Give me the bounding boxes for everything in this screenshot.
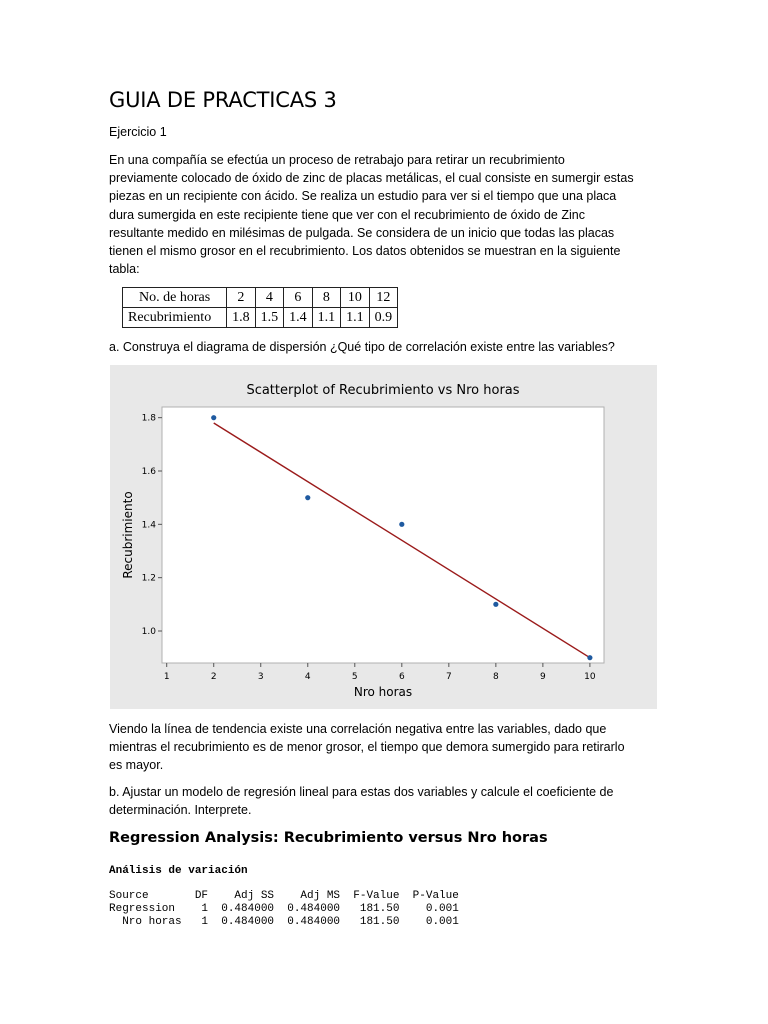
table-row <box>123 308 398 328</box>
x-tick-label: 10 <box>584 672 596 682</box>
exercise-heading: Ejercicio 1 <box>109 125 167 139</box>
data-point <box>493 602 498 607</box>
question-b-paragraph <box>109 783 649 819</box>
intro-line: resultante medido en milésimas de pulgada. Se considera de un inicio que todas las placas <box>109 225 615 240</box>
table-cell: 4 <box>255 288 284 308</box>
scatter-chart <box>110 365 657 709</box>
x-axis-label: Nro horas <box>353 685 413 699</box>
question-b-line: determinación. Interprete. <box>109 803 252 818</box>
table-cell: 1.1 <box>341 308 370 328</box>
data-table <box>122 287 398 328</box>
table-cell: 1.4 <box>284 308 313 328</box>
anova-row-regression: Regression 1 0.484000 0.484000 181.50 0.001 <box>109 903 459 915</box>
table-cell: 1.1 <box>312 308 341 328</box>
regression-title: Regression Analysis: Recubrimiento versus Nro horas <box>109 830 548 846</box>
chart-title: Scatterplot of Recubrimiento vs Nro horas <box>246 383 520 398</box>
y-tick-label: 1.6 <box>141 467 156 477</box>
data-point <box>587 655 592 660</box>
intro-paragraph <box>109 151 649 278</box>
x-tick-label: 7 <box>445 672 452 682</box>
x-tick-label: 9 <box>540 672 546 682</box>
table-cell: 6 <box>284 288 313 308</box>
data-point <box>211 415 216 420</box>
data-point <box>305 495 310 500</box>
y-tick-label: 1.0 <box>141 627 156 637</box>
table-cell: 8 <box>312 288 341 308</box>
anova-header: Source DF Adj SS Adj MS F-Value P-Value <box>109 890 459 902</box>
x-tick-label: 3 <box>257 672 264 682</box>
answer-a-paragraph <box>109 720 649 775</box>
x-tick-label: 8 <box>492 672 499 682</box>
y-axis-label: Recubrimiento <box>121 491 135 579</box>
intro-line: tabla: <box>109 262 140 277</box>
intro-line: En una compañía se efectúa un proceso de retrabajo para retirar un recubrimiento <box>109 153 565 167</box>
data-point <box>399 522 404 527</box>
intro-line: piezas en un recipiente con ácido. Se realiza un estudio para ver si el tiempo que una placa <box>109 189 617 204</box>
question-b-line: b. Ajustar un modelo de regresión lineal para estas dos variables y calcule el coeficiente de <box>109 785 614 799</box>
x-tick-label: 1 <box>163 672 170 682</box>
table-cell: 12 <box>369 288 398 308</box>
x-tick-label: 5 <box>351 672 358 682</box>
x-tick-label: 2 <box>210 672 217 682</box>
intro-line: dura sumergida en este recipiente tiene que ver con el recubrimiento de óxido de Zinc <box>109 207 585 222</box>
table-cell: 1.8 <box>227 308 256 328</box>
intro-line: tienen el mismo grosor en el recubrimiento. Los datos obtenidos se muestran en la siguiente <box>109 244 621 259</box>
table-row <box>123 288 398 308</box>
table-cell: No. de horas <box>123 288 227 308</box>
anova-title: Análisis de variación <box>109 865 248 877</box>
chart-svg <box>110 365 657 709</box>
intro-line: previamente colocado de óxido de zinc de placas metálicas, el cual consiste en sumergir estas <box>109 171 634 186</box>
x-axis-ticks <box>164 663 596 682</box>
y-tick-label: 1.4 <box>141 520 156 531</box>
table-cell: 2 <box>227 288 256 308</box>
table-cell: 0.9 <box>369 308 398 328</box>
y-axis-ticks <box>142 414 162 637</box>
question-a <box>109 338 649 356</box>
answer-a-line: mientras el recubrimiento es de menor grosor, el tiempo que demora sumergido para retirarlo <box>109 740 625 755</box>
question-a-text: a. Construya el diagrama de dispersión ¿Qué tipo de correlación existe entre las variables? <box>109 340 615 354</box>
table-cell: Recubrimiento <box>123 308 227 328</box>
table-cell: 10 <box>341 288 370 308</box>
y-tick-label: 1.2 <box>141 573 156 584</box>
anova-row-nro-horas: Nro horas 1 0.484000 0.484000 181.50 0.001 <box>109 916 459 928</box>
x-tick-label: 4 <box>304 672 311 682</box>
answer-a-line: Viendo la línea de tendencia existe una correlación negativa entre las variables, dado que <box>109 722 607 736</box>
x-tick-label: 6 <box>398 672 405 682</box>
table-cell: 1.5 <box>255 308 284 328</box>
document-title: GUIA DE PRACTICAS 3 <box>109 88 337 112</box>
y-tick-label: 1.8 <box>141 413 156 424</box>
answer-a-line: es mayor. <box>109 758 164 773</box>
